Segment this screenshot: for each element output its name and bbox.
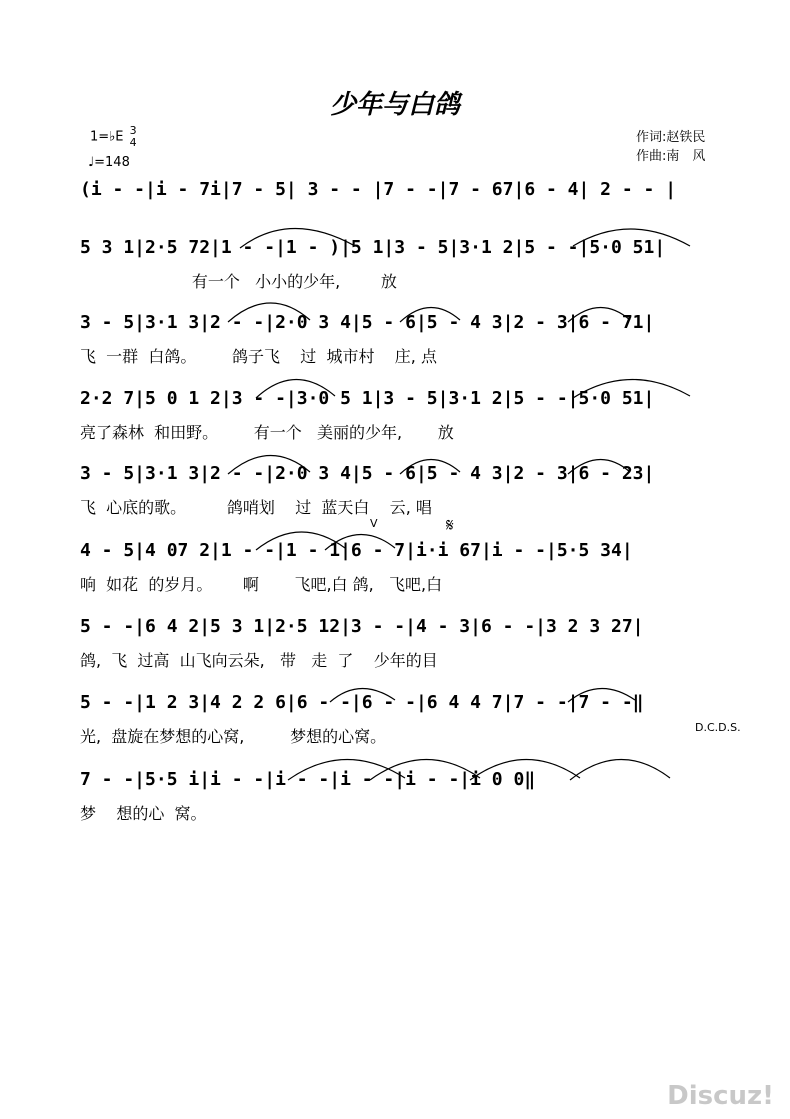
dcs-mark: D.C.D.S. — [695, 721, 741, 734]
notes: 2·2 7|5 0 1 2|3 - -|3·0 5 1|3 - 5|3·1 2|5 - -|5·0 51| — [80, 388, 655, 409]
watermark-logo: Discuz! — [667, 1081, 774, 1111]
lyrics: 鸽, 飞 过高 山飞向云朵, 带 走 了 少年的目 — [80, 651, 438, 670]
segno-mark: 𝄋 — [446, 515, 454, 536]
time-top: 3 — [129, 124, 137, 137]
credits — [636, 128, 705, 166]
lyrics: 梦 想的心 窝。 — [80, 804, 207, 823]
key-signature — [90, 125, 137, 149]
score-line-3 — [0, 309, 790, 389]
score-line-2 — [0, 234, 790, 314]
time-signature — [130, 125, 137, 149]
notes: 5 - -|1 2 3|4 2 2 6|6 - -|6 - -|6 4 4 7|7 - -|7 - -‖ — [80, 692, 644, 713]
lyrics: 光, 盘旋在梦想的心窝, 梦想的心窝。 — [80, 727, 387, 746]
notes: 4 - 5|4 07 2|1 - -|1 - 1|6 - 7|i·i 67|i - -|5·5 34| — [80, 540, 633, 561]
notes: 5 3 1|2·5 72|1 - -|1 - )|5 1|3 - 5|3·1 2|5 - -|5·0 51| — [80, 237, 666, 258]
lyrics: 有一个 小小的少年, 放 — [80, 272, 397, 291]
lyrics: 响 如花 的岁月。 啊 飞吧,白 鸽, 飞吧,白 — [80, 575, 443, 594]
breath-mark: V — [370, 517, 378, 530]
notes: 5 - -|6 4 2|5 3 1|2·5 12|3 - -|4 - 3|6 - -|3 2 3 27| — [80, 616, 644, 637]
notes: 3 - 5|3·1 3|2 - -|2·0 3 4|5 - 6|5 - 4 3|2 - 3|6 - 71| — [80, 312, 655, 333]
lyrics: 飞 心底的歌。 鸽哨划 过 蓝天白 云, 唱 — [80, 498, 432, 517]
lyrics: 飞 一群 白鸽。 鸽子飞 过 城市村 庄, 点 — [80, 347, 437, 366]
score-line-4 — [0, 385, 790, 465]
tempo-mark: ♩=148 — [88, 155, 130, 170]
score-line-8 — [0, 689, 790, 769]
notes: (i - -|i - 7i|7 - 5| 3 - - |7 - -|7 - 67|6 - 4| 2 - - | — [80, 179, 677, 200]
score-line-5 — [0, 460, 790, 540]
composer: 作曲:南 风 — [636, 149, 706, 164]
score-line-6 — [0, 537, 790, 617]
score-line-9 — [0, 766, 790, 846]
score-line-7 — [0, 613, 790, 693]
notes: 7 - -|5·5 i|i - -|i - -|i - -|i - -|i 0 0‖ — [80, 769, 536, 790]
lyrics: 亮了森林 和田野。 有一个 美丽的少年, 放 — [80, 423, 454, 442]
key-label: 1=♭E — [90, 129, 124, 145]
notes: 3 - 5|3·1 3|2 - -|2·0 3 4|5 - 6|5 - 4 3|2 - 3|6 - 23| — [80, 463, 655, 484]
song-title: 少年与白鸽 — [329, 90, 460, 120]
time-bottom: 4 — [129, 136, 137, 149]
lyricist: 作词:赵铁民 — [636, 130, 706, 145]
